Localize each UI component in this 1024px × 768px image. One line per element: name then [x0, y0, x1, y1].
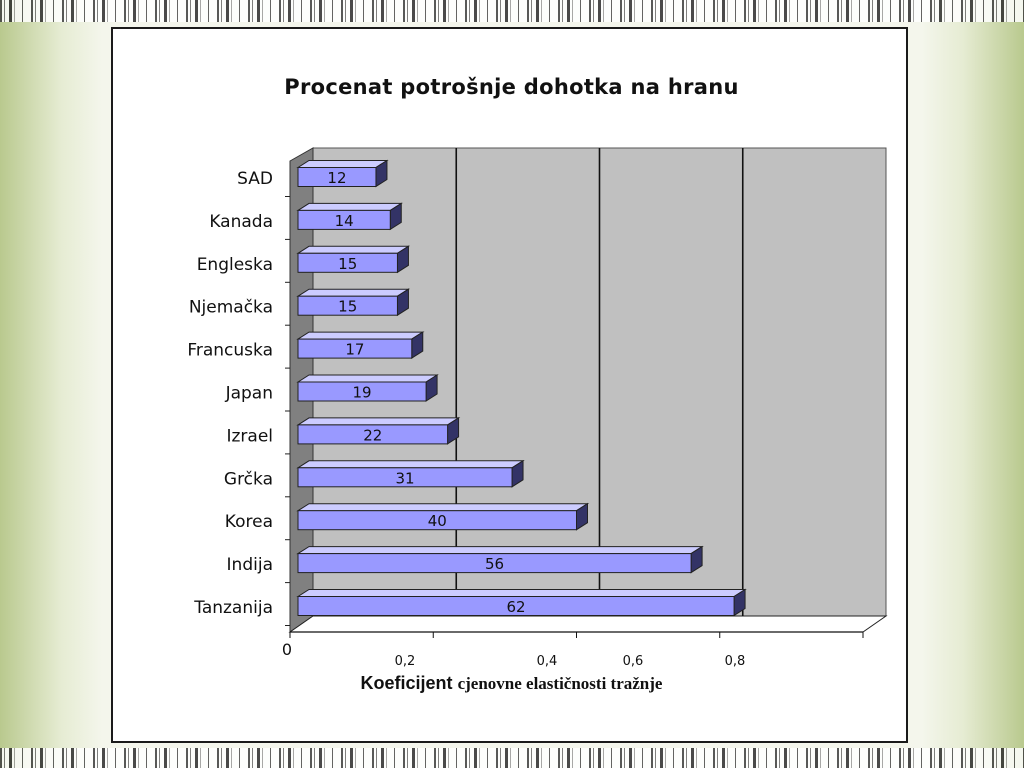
category-label: Izrael [226, 426, 273, 447]
bar-top [298, 289, 408, 296]
data-label: 22 [363, 426, 383, 445]
bar-top [298, 332, 423, 339]
category-label: Korea [224, 512, 273, 533]
plot-floor [290, 616, 886, 632]
x-axis-title-bold: Koeficijent [360, 673, 453, 693]
bar-top [298, 375, 437, 382]
category-label: SAD [237, 169, 273, 189]
category-labels [187, 169, 290, 626]
x-axis [282, 632, 863, 669]
category-label: Indija [226, 555, 273, 576]
data-label: 19 [352, 383, 372, 402]
x-tick-label: 0,2 [394, 654, 416, 669]
bar-top [298, 203, 401, 210]
x-axis-title-rest: cjenovne elastičnosti tražnje [457, 674, 663, 693]
category-label: Japan [225, 383, 273, 404]
bar-top [298, 504, 588, 511]
data-label: 12 [327, 169, 347, 187]
x-tick-label: 0,8 [724, 654, 746, 669]
bar-top [298, 461, 523, 468]
bar-top [298, 590, 745, 597]
data-label: 56 [485, 555, 505, 574]
x-tick-label: 0,6 [622, 654, 644, 669]
x-tick-label: 0 [281, 640, 293, 659]
x-tick-label: 0,4 [536, 654, 558, 669]
data-label: 15 [338, 297, 358, 316]
bar-chart [113, 29, 910, 745]
bar-top [298, 246, 408, 253]
decorative-barcode-bottom [0, 748, 1024, 768]
category-label: Njemačka [188, 297, 273, 318]
data-label: 62 [506, 598, 526, 616]
data-label: 31 [395, 469, 415, 488]
data-label: 14 [334, 211, 354, 230]
bar-top [298, 418, 459, 425]
x-axis-title [113, 673, 910, 694]
category-label: Francuska [187, 340, 273, 361]
data-label: 40 [427, 512, 447, 531]
category-label: Tanzanija [194, 598, 273, 618]
category-label: Engleska [196, 254, 273, 275]
bar-top [298, 161, 387, 168]
chart-slide [111, 27, 908, 743]
category-label: Kanada [209, 211, 273, 232]
data-label: 17 [345, 340, 365, 359]
data-label: 15 [338, 254, 358, 273]
chart-title: Procenat potrošnje dohotka na hranu [284, 75, 739, 99]
decorative-barcode-top [0, 0, 1024, 22]
bar-top [298, 547, 702, 554]
category-label: Grčka [223, 469, 273, 490]
